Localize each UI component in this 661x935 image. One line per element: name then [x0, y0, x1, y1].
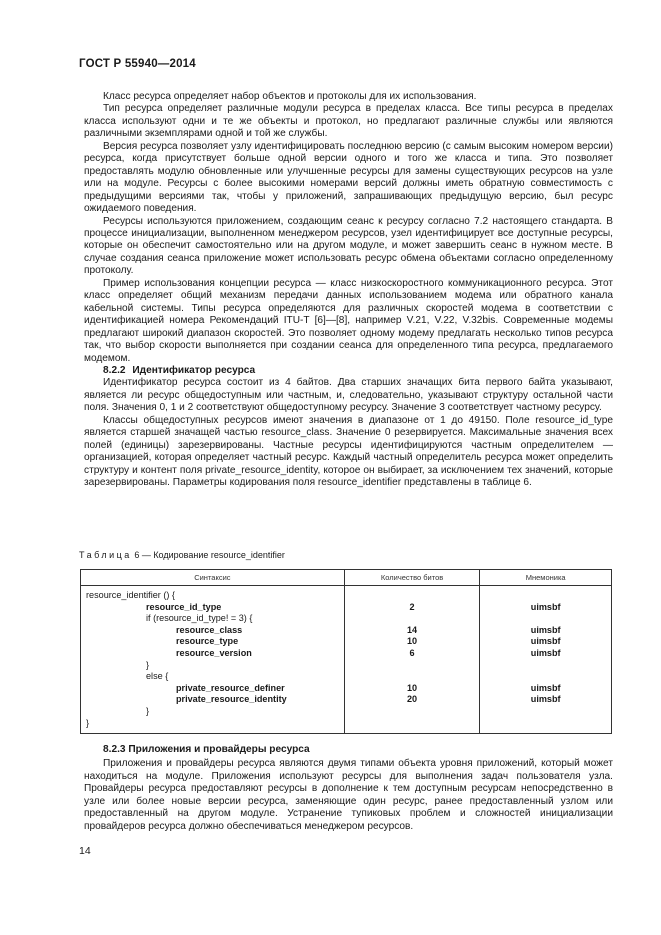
- syntax-line: resource_id_type: [146, 601, 222, 612]
- mnemonic-value: [480, 660, 611, 672]
- syntax-line: resource_type: [176, 636, 239, 647]
- mnemonic-value: uimsbf: [530, 624, 561, 635]
- table-caption: [79, 550, 285, 560]
- bits-value: [345, 660, 480, 672]
- table-caption-text: 6 — Кодирование resource_identifier: [134, 550, 285, 560]
- section-title: Идентификатор ресурса: [132, 364, 256, 376]
- bits-value: [345, 613, 480, 625]
- paragraph: Класс ресурса определяет набор объектов и протоколы для их использования.: [103, 91, 477, 102]
- paragraph: Классы общедоступных ресурсов имеют значения в диапазоне от 1 до 49150. Поле resource_id_type является старшей значащей частью resource_class. Значение 0 резервируется. Максимальные значения всех полей (единицы) зарезервированы. Частные ресурсы идентифицируются частным определителем — организацией, которая определяет частный ресурс. Каждый частный определитель ресурса может определить структуру и контент поля private_resource_identity, которое он выбирает, за исключением тех значений, которые зарезервированы. Параметры кодирования поля resource_identifier представлены в таблице 6.: [84, 414, 613, 489]
- syntax-line: resource_identifier () {: [86, 590, 175, 600]
- bits-value: 14: [406, 624, 418, 635]
- bits-value: 10: [406, 682, 418, 693]
- mnemonic-value: uimsbf: [530, 636, 561, 647]
- mnemonic-value: [480, 706, 611, 718]
- bits-value: 10: [406, 636, 418, 647]
- bits-value: [345, 590, 480, 602]
- header-syntax: Синтаксис: [81, 570, 345, 586]
- syntax-line: private_resource_definer: [176, 682, 285, 693]
- paragraph: Идентификатор ресурса состоит из 4 байтов. Два старших значащих бита первого байта указывают, является ли ресурс общедоступным или частным, и, следовательно, указывают структуру остальной части поля. Значения 0, 1 и 2 соответствуют общедоступному ресурсу. Значение 3 соответствует частному ресурсу.: [84, 377, 613, 414]
- page-number: 14: [79, 845, 91, 857]
- bits-value: 6: [409, 647, 415, 658]
- section-heading-822: [84, 365, 613, 377]
- syntax-line: resource_version: [176, 647, 252, 658]
- coding-table: [80, 569, 612, 734]
- mnemonic-value: uimsbf: [530, 601, 561, 612]
- syntax-line: private_resource_identity: [176, 694, 287, 705]
- syntax-line: }: [146, 659, 150, 670]
- mnemonic-cell: [480, 586, 612, 734]
- syntax-line: else {: [146, 671, 169, 682]
- paragraph: Приложения и провайдеры ресурса являются двумя типами объекта уровня приложений, который может находиться на модуле. Приложения используют ресурсы для выполнения задач пользователя узла. Провайдеры ресурса предоставляют ресурсы в дополнение к тем доступным ресурсам непосредственно в узле или более новые версии ресурса, заменяющие один ресурс, ранее предоставленный узлом или предоставленный на другом модуле. Устранение тупиковых проблем и сложностей инициализации провайдеров ресурса должно обеспечиваться менеджером ресурсов.: [84, 758, 613, 832]
- table-body-row: [81, 586, 612, 734]
- bits-value: [345, 718, 480, 730]
- table-header-row: [81, 570, 612, 586]
- mnemonic-value: [480, 613, 611, 625]
- document-header: ГОСТ Р 55940—2014: [79, 58, 196, 70]
- bits-value: 2: [409, 601, 415, 612]
- mnemonic-value: [480, 718, 611, 730]
- paragraph: Версия ресурса позволяет узлу идентифицировать последнюю версию (с самым высоким номером версии) ресурса, когда присутствует больше одной версии одного и того же класса и типа. Это позволяет предоставлять модулю обновленные или улучшенные ресурсы для замены существующих ресурсов на узле или на модуле. Ресурсы с более высокими номерами версий должны иметь обратную совместимость с предыдущими версиями так, чтобы у приложений, запрашивающих предыдущую версию, был ресурс ожидаемого поведения.: [84, 140, 613, 215]
- mnemonic-value: [480, 590, 611, 602]
- syntax-line: }: [86, 717, 90, 728]
- mnemonic-value: uimsbf: [530, 694, 561, 705]
- mnemonic-value: uimsbf: [530, 647, 561, 658]
- section-number: 8.2.2: [103, 364, 126, 376]
- syntax-cell: [81, 586, 345, 734]
- section-number: 8.2.3: [103, 744, 126, 755]
- header-mnemonic: Мнемоника: [480, 570, 612, 586]
- bits-value: 20: [406, 694, 418, 705]
- header-bits: Количество битов: [344, 570, 480, 586]
- section-heading-823: [84, 744, 613, 756]
- syntax-line: }: [146, 705, 150, 716]
- table-caption-word: Таблица: [79, 550, 132, 560]
- paragraph: Тип ресурса определяет различные модули ресурса в пределах класса. Все типы ресурса в пределах класса используют одни и те же объекты и протокол, но предлагают различные службы или являются различными экземплярами одной и той же службы.: [84, 103, 613, 140]
- paragraph: Ресурсы используются приложением, создающим сеанс к ресурсу согласно 7.2 настоящего стандарта. В процессе инициализации, выполненном менеджером ресурсов, узел идентифицирует все доступные ресурсы, которые он обеспечит самостоятельно или на другом модуле, и может завершить сеанс в нужном месте. В случае создания сеанса приложение может использовать ресурс обмена объектами согласно определенному протоколу.: [84, 215, 613, 277]
- main-text: [84, 91, 613, 490]
- paragraph: Пример использования концепции ресурса — класс низкоскоростного коммуникационного ресурса. Этот класс определяет общий механизм передачи данных использованием модема или обратного канала кабельной системы. Типы ресурса определяются для различных скоростей модема в соответствии с идентификацией номера Рекомендаций ITU-T [6]—[8], например V.21, V.22, V.32bis. Современные модемы предлагают широкий диапазон скоростей. Это позволяет одному модему предлагать несколько типов ресурса так, что выбор скорости выполняется при создании сеанса для определенного типа ресурса, предлагаемого модемом.: [84, 277, 613, 364]
- syntax-line: resource_class: [176, 624, 243, 635]
- section-823: [84, 744, 613, 833]
- bits-value: [345, 706, 480, 718]
- mnemonic-value: uimsbf: [530, 682, 561, 693]
- bits-cell: [344, 586, 480, 734]
- syntax-line: if (resource_id_type! = 3) {: [146, 613, 253, 624]
- section-title: Приложения и провайдеры ресурса: [128, 744, 310, 755]
- bits-value: [345, 671, 480, 683]
- mnemonic-value: [480, 671, 611, 683]
